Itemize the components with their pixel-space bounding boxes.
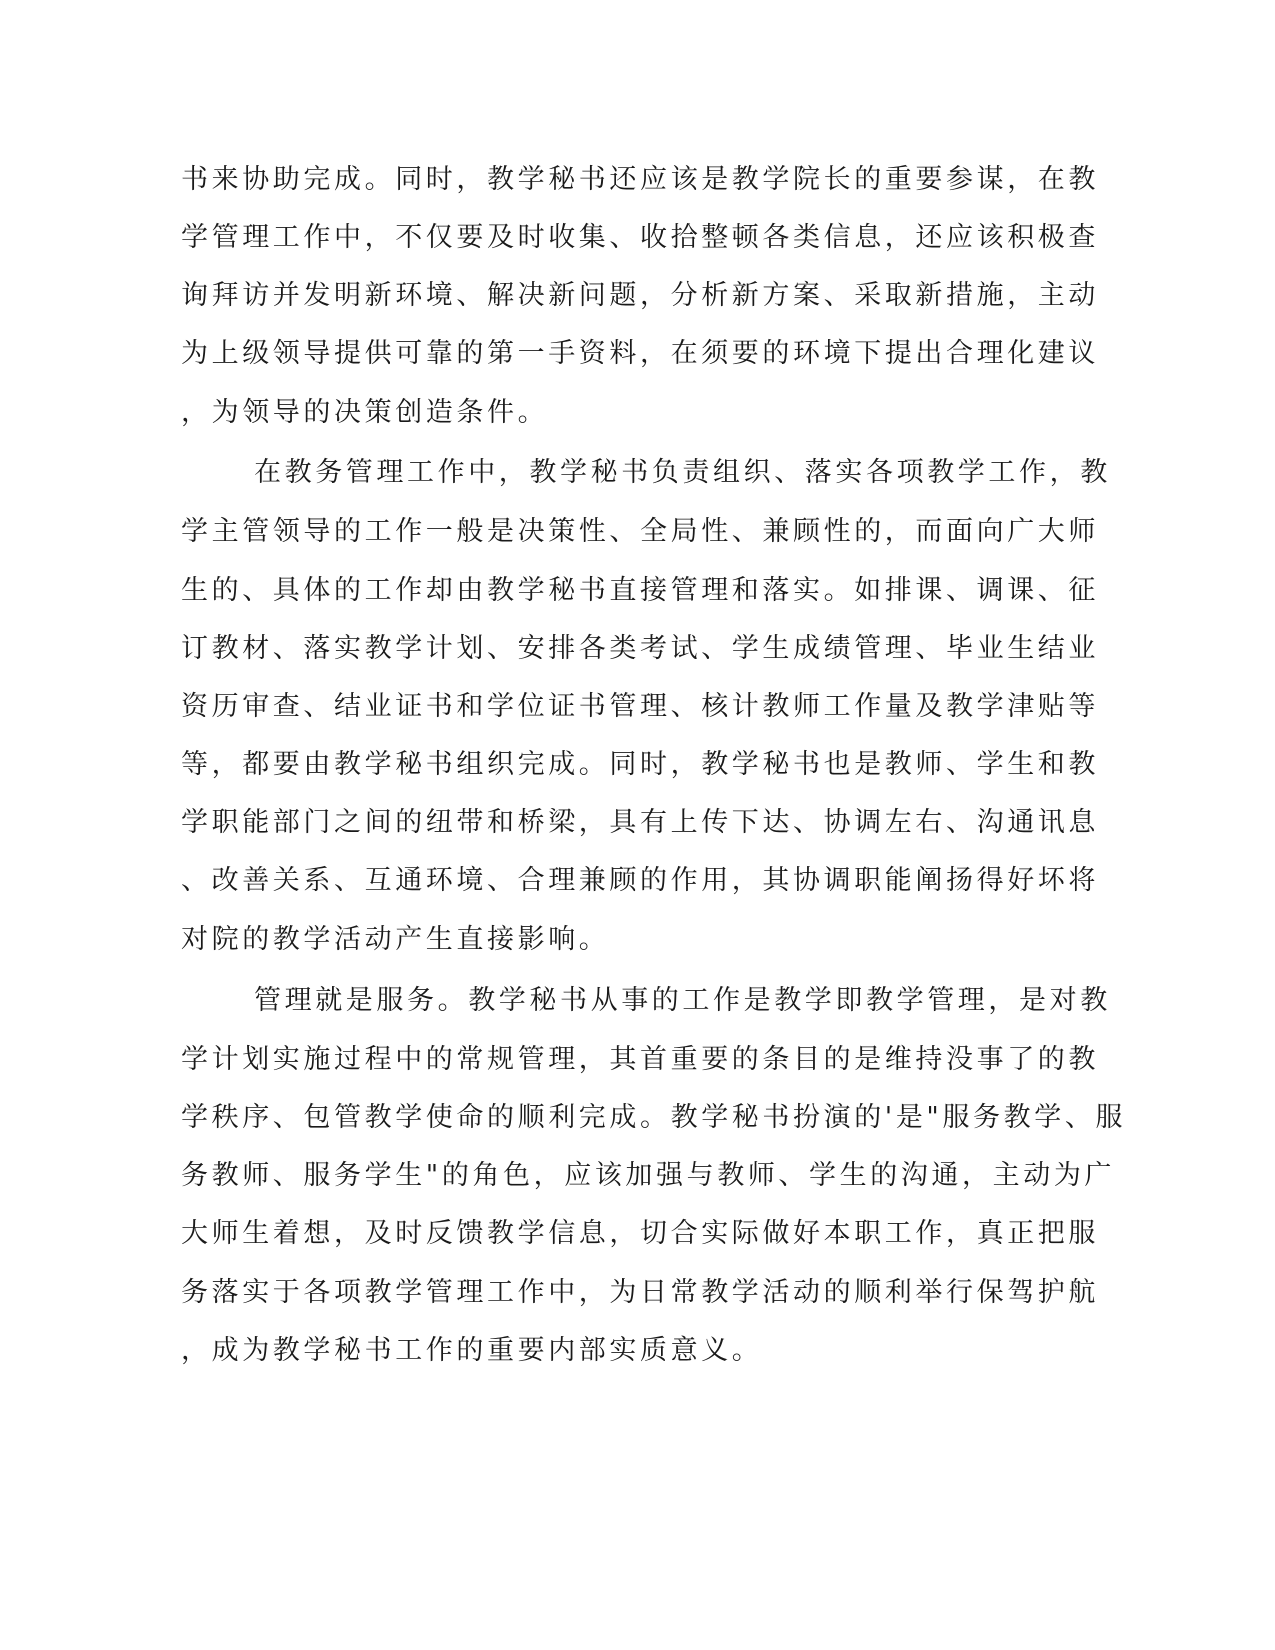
text-line: 学职能部门之间的纽带和桥梁，具有上传下达、协调左右、沟通讯息 <box>181 807 1099 838</box>
text-line: 订教材、落实教学计划、安排各类考试、学生成绩管理、毕业生结业 <box>181 633 1099 664</box>
text-line: 学主管领导的工作一般是决策性、全局性、兼顾性的，而面向广大师 <box>181 516 1099 547</box>
text-line: 资历审查、结业证书和学位证书管理、核计教师工作量及教学津贴等 <box>181 691 1099 722</box>
text-line: 在教务管理工作中，教学秘书负责组织、落实各项教学工作，教 <box>254 457 1111 488</box>
text-line: 务教师、服务学生"的角色，应该加强与教师、学生的沟通，主动为广 <box>181 1160 1116 1191</box>
text-line: 对院的教学活动产生直接影响。 <box>181 924 610 955</box>
text-line: 等，都要由教学秘书组织完成。同时，教学秘书也是教师、学生和教 <box>181 749 1099 780</box>
text-line: ，成为教学秘书工作的重要内部实质意义。 <box>181 1335 763 1366</box>
text-line: 学管理工作中，不仅要及时收集、收拾整顿各类信息，还应该积极查 <box>181 222 1099 253</box>
text-line: 询拜访并发明新环境、解决新问题，分析新方案、采取新措施，主动 <box>181 280 1099 311</box>
text-line: 学计划实施过程中的常规管理，其首重要的条目的是维持没事了的教 <box>181 1044 1099 1075</box>
text-line: 务落实于各项教学管理工作中，为日常教学活动的顺利举行保驾护航 <box>181 1277 1099 1308</box>
text-line: 、改善关系、互通环境、合理兼顾的作用，其协调职能阐扬得好坏将 <box>181 865 1099 896</box>
text-line: 书来协助完成。同时，教学秘书还应该是教学院长的重要参谋，在教 <box>181 164 1099 195</box>
text-line: 管理就是服务。教学秘书从事的工作是教学即教学管理，是对教 <box>254 985 1111 1016</box>
text-line: 大师生着想，及时反馈教学信息，切合实际做好本职工作，真正把服 <box>181 1218 1099 1249</box>
text-line: 学秩序、包管教学使命的顺利完成。教学秘书扮演的'是"服务教学、服 <box>181 1102 1127 1133</box>
text-line: 生的、具体的工作却由教学秘书直接管理和落实。如排课、调课、征 <box>181 575 1099 606</box>
text-line: 为上级领导提供可靠的第一手资料，在须要的环境下提出合理化建议 <box>181 338 1099 369</box>
text-line: ，为领导的决策创造条件。 <box>181 397 549 428</box>
